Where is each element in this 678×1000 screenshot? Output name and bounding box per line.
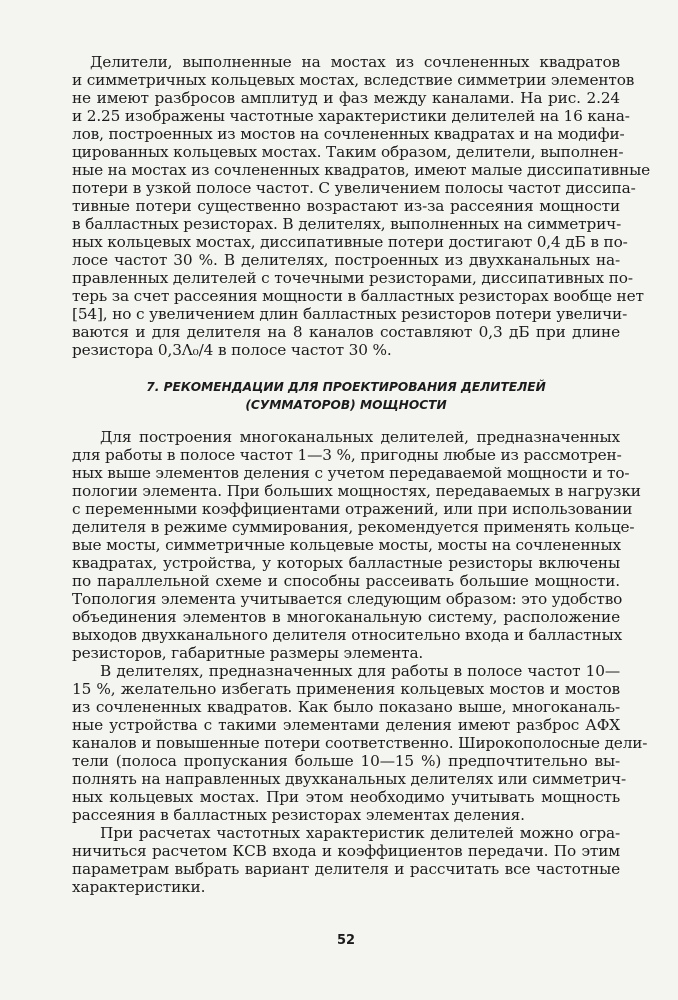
text-line: вые мосты, симметричные кольцевые мосты, мосты на сочлененных xyxy=(72,536,621,554)
text-line: тивные потери существенно возрастают из-за рассеяния мощности xyxy=(72,197,620,215)
text-line: в балластных резисторах. В делителях, выполненных на симметрич- xyxy=(72,215,622,233)
text-line: для работы в полосе частот 1—3 %, пригодны любые из рассмотрен- xyxy=(72,446,622,464)
text-line: рассеяния в балластных резисторах элементах деления. xyxy=(72,806,525,824)
text-line: ные на мостах из сочлененных квадратов, имеют малые диссипативные xyxy=(72,161,651,179)
text-line: 15 %, желательно избегать применения кольцевых мостов и мостов xyxy=(72,680,620,698)
text-line: [54], но с увеличением длин балластных резисторов потери увеличи- xyxy=(72,305,628,323)
text-line: полнять на направленных двухканальных делителях или симметрич- xyxy=(72,770,626,788)
text-line: делителя в режиме суммирования, рекомендуется применять кольце- xyxy=(72,518,635,536)
heading-line: (СУММАТОРОВ) МОЩНОСТИ xyxy=(245,398,447,412)
text-line: пологии элемента. При больших мощностях, передаваемых в нагрузки xyxy=(72,482,641,500)
text-line: по параллельной схеме и способны рассеивать большие мощности. xyxy=(72,572,620,590)
text-line: ваются и для делителя на 8 каналов составляют 0,3 дБ при длине xyxy=(72,323,620,341)
text-line: характеристики. xyxy=(72,878,206,896)
text-line: каналов и повышенные потери соответственно. Широкополосные дели- xyxy=(72,734,648,752)
text-line: цированных кольцевых мостах. Таким образом, делители, выполнен- xyxy=(72,143,624,161)
page-number: 52 xyxy=(336,933,356,948)
text-line: ные устройства с такими элементами деления имеют разброс АФХ xyxy=(72,716,620,734)
text-line: При расчетах частотных характеристик делителей можно огра- xyxy=(100,824,620,842)
text-line: лов, построенных из мостов на сочлененных квадратах и на модифи- xyxy=(72,125,625,143)
text-line: лосе частот 30 %. В делителях, построенных из двухканальных на- xyxy=(72,251,620,269)
text-line: В делителях, предназначенных для работы в полосе частот 10— xyxy=(100,662,620,680)
text-line: правленных делителей с точечными резисторами, диссипативных по- xyxy=(72,269,633,287)
text-line: выходов двухканального делителя относительно входа и балластных xyxy=(72,626,623,644)
text-line: параметрам выбрать вариант делителя и рассчитать все частотные xyxy=(72,860,620,878)
heading-line: 7. РЕКОМЕНДАЦИИ ДЛЯ ПРОЕКТИРОВАНИЯ ДЕЛИТЕЛЕЙ xyxy=(146,380,546,394)
text-line: ных выше элементов деления с учетом передаваемой мощности и то- xyxy=(72,464,630,482)
text-line: ных кольцевых мостах, диссипативные потери достигают 0,4 дБ в по- xyxy=(72,233,628,251)
text-line: ничиться расчетом КСВ входа и коэффициентов передачи. По этим xyxy=(72,842,620,860)
text-line: Топология элемента учитывается следующим образом: это удобство xyxy=(72,590,623,608)
text-line: резисторов, габаритные размеры элемента. xyxy=(72,644,424,662)
text-line: с переменными коэффициентами отражений, или при использовании xyxy=(72,500,633,518)
text-line: Для построения многоканальных делителей, предназначенных xyxy=(100,428,620,446)
text-line: ных кольцевых мостах. При этом необходимо учитывать мощность xyxy=(72,788,620,806)
text-line: квадратах, устройства, у которых балластные резисторы включены xyxy=(72,554,620,572)
text-line: тели (полоса пропускания больше 10—15 %) предпочтительно вы- xyxy=(72,752,620,770)
text-line: терь за счет рассеяния мощности в балластных резисторах вообще нет xyxy=(72,287,644,305)
text-line: и 2.25 изображены частотные характеристики делителей на 16 кана- xyxy=(72,107,630,125)
text-line: и симметричных кольцевых мостах, вследствие симметрии элементов xyxy=(72,71,635,89)
text-line: из сочлененных квадратов. Как было показано выше, многоканаль- xyxy=(72,698,620,716)
text-line: объединения элементов в многоканальную систему, расположение xyxy=(72,608,620,626)
text-line: Делители, выполненные на мостах из сочлененных квадратов xyxy=(90,53,620,71)
text-line: резистора 0,3Λ₀/4 в полосе частот 30 %. xyxy=(72,341,392,359)
text-line: не имеют разбросов амплитуд и фаз между каналами. На рис. 2.24 xyxy=(72,89,620,107)
text-line: потери в узкой полосе частот. С увеличением полосы частот диссипа- xyxy=(72,179,636,197)
